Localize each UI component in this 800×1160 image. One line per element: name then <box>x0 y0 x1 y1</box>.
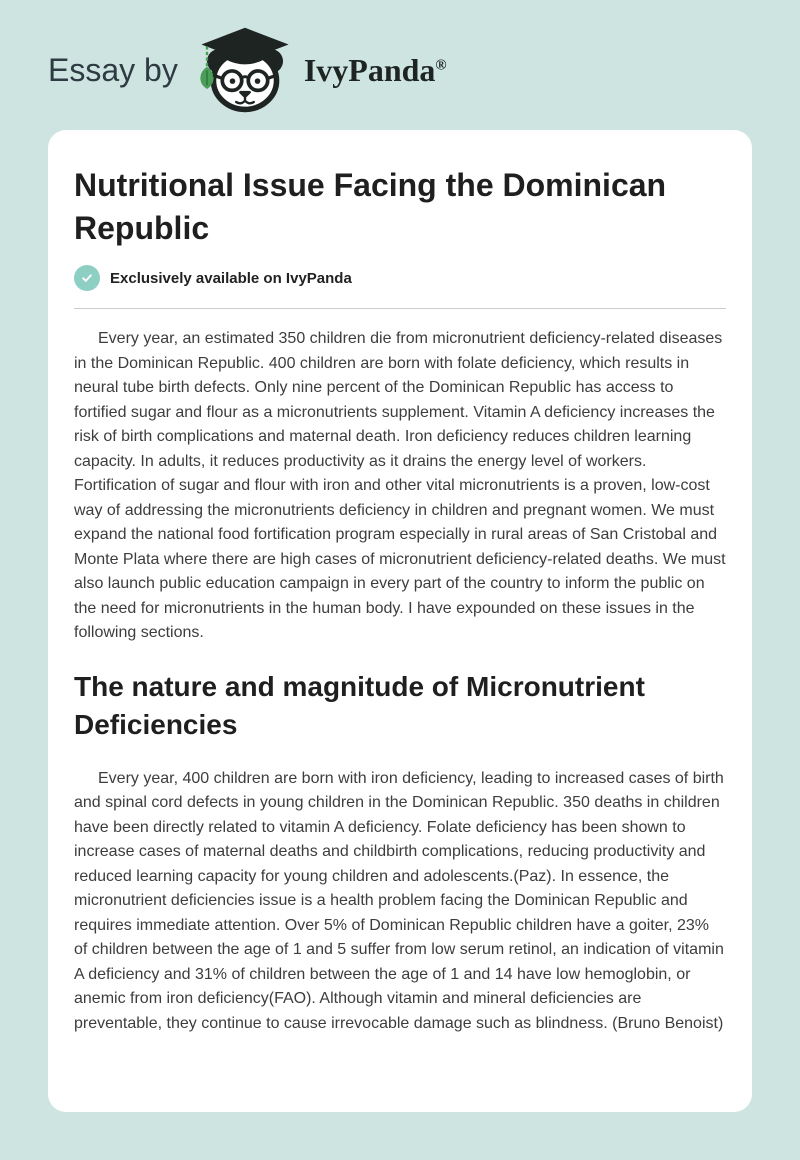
availability-label: Exclusively available on IvyPanda <box>110 269 352 287</box>
essay-title: Nutritional Issue Facing the Dominican Republic <box>74 167 667 246</box>
essay-card <box>48 130 752 1112</box>
availability-row <box>74 265 726 291</box>
panda-graduate-logo-icon <box>194 24 296 116</box>
brand-wordmark <box>304 52 447 89</box>
brand-name: IvyPanda <box>303 51 436 88</box>
page-header <box>0 0 800 116</box>
section-paragraph: Every year, 400 children are born with iron deficiency, leading to increased cases of birth and spinal cord defects in young children in the Dominican Republic. 350 deaths in children have been directly related to vitamin A deficiency. Folate deficiency has been shown to increase cases of maternal deaths and childbirth complications, reducing productivity and reduced learning capacity for young children and adolescents.(Paz). In essence, the micronutrient deficiencies issue is a health problem facing the Dominican Republic and requires immediate attention. Over 5% of Dominican Republic children have a goiter, 23% of children between the age of 1 and 5 suffer from low serum retinol, an indication of vitamin A deficiency and 31% of children between the age of 1 and 14 have low hemoglobin, or anemic from iron deficiency(FAO). Although vitamin and mineral deficiencies are preventable, they continue to cause irrevocable damage such as blindness. (Bruno Benoist) <box>74 769 724 1032</box>
section-heading: The nature and magnitude of Micronutrient Deficiencies <box>74 670 645 740</box>
registered-mark: ® <box>435 56 447 73</box>
check-icon <box>74 265 100 291</box>
essay-by-label: Essay by <box>48 51 178 88</box>
intro-paragraph: Every year, an estimated 350 children die from micronutrient deficiency-related diseases in the Dominican Republic. 400 children are born with folate deficiency, which results in neural tube birth defects. Only nine percent of the Dominican Republic has access to fortified sugar and flour as a micronutrients supplement. Vitamin A deficiency increases the risk of birth complications and maternal death. Iron deficiency reduces children learning capacity. In adults, it reduces productivity as it drains the energy level of workers. Fortification of sugar and flour with iron and other vital micronutrients is a proven, low-cost way of addressing the micronutrients deficiency in children and pregnant women. We must expand the national food fortification program especially in rural areas of San Cristobal and Monte Plata where there are high cases of micronutrient deficiency-related deaths. We must also launch public education campaign in every part of the country to inform the public on the need for micronutrients in the human body. I have expounded on these issues in the following sections. <box>74 330 726 641</box>
divider <box>74 308 726 309</box>
